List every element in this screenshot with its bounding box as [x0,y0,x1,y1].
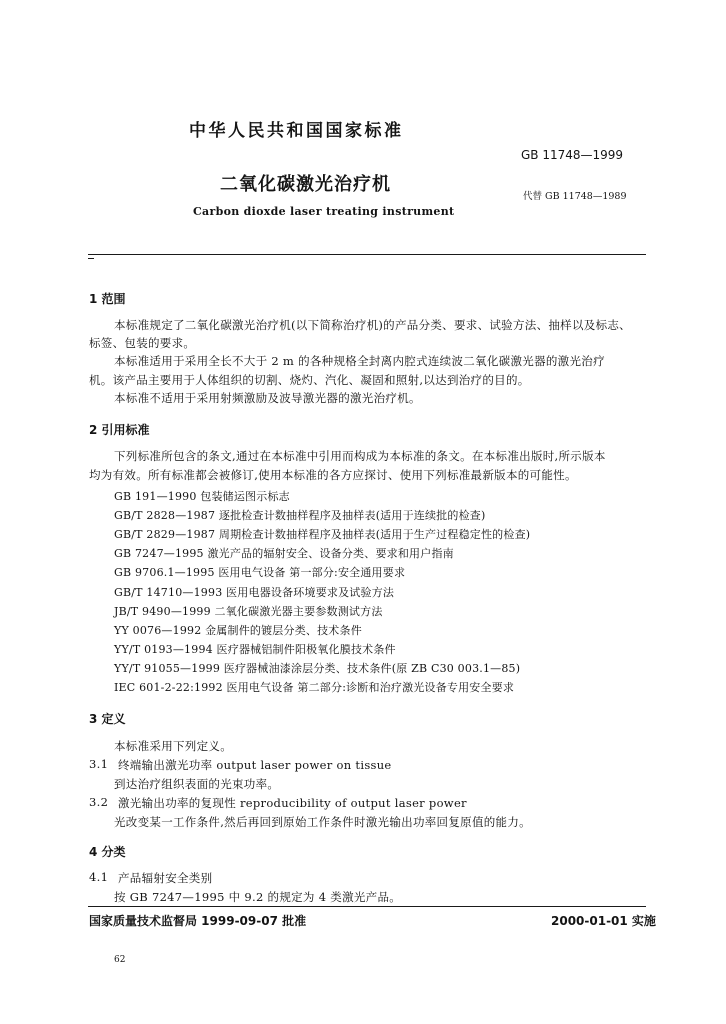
section-1-heading: 1 范围 [89,292,126,306]
document-title-en: Carbon dioxde laser treating instrument [193,205,455,218]
replaces-note: 代替 GB 11748—1989 [523,191,627,202]
reference-item: GB 7247—1995 激光产品的辐射安全、设备分类、要求和用户指南 [114,547,454,560]
definition-term: 终端输出激光功率 output laser power on tissue [118,758,392,772]
reference-item: YY/T 91055—1999 医疗器械油漆涂层分类、技术条件(原 ZB C30 003.1—85) [114,662,521,675]
effective-date: 2000-01-01 实施 [551,914,656,928]
reference-item: YY 0076—1992 金属制件的镀层分类、技术条件 [114,624,362,637]
definition-number: 3.2 [89,795,109,809]
clause-term: 产品辐射安全类别 [118,871,213,885]
footer-rule [88,906,646,907]
reference-item: GB 191—1990 包装储运图示标志 [114,490,290,503]
definition-term: 激光输出功率的复现性 reproducibility of output laser power [118,796,467,810]
reference-item: YY/T 0193—1994 医疗器械铝制件阳极氧化膜技术条件 [114,643,396,656]
reference-item: IEC 601-2-22:1992 医用电气设备 第二部分:诊断和治疗激光设备专用安全要求 [114,681,515,694]
section-3-heading: 3 定义 [89,712,126,726]
standard-number: GB 11748—1999 [521,148,624,162]
clause-text: 按 GB 7247—1995 中 9.2 的规定为 4 类激光产品。 [114,890,402,904]
s3-intro: 本标准采用下列定义。 [114,739,232,753]
definition-text: 到达治疗组织表面的光束功率。 [114,777,280,791]
document-title-cn: 二氧化碳激光治疗机 [220,174,391,195]
s2-para1-line2: 均为有效。所有标准都会被修订,使用本标准的各方应探讨、使用下列标准最新版本的可能性。 [89,468,577,482]
reference-item: JB/T 9490—1999 二氧化碳激光器主要参数测试方法 [114,605,383,618]
header-rule [88,254,646,255]
definition-text: 光改变某一工作条件,然后再回到原始工作条件时激光输出功率回复原值的能力。 [114,815,531,829]
reference-item: GB/T 14710—1993 医用电器设备环境要求及试验方法 [114,586,395,599]
s2-para1-line1: 下列标准所包含的条文,通过在本标准中引用而构成为本标准的条文。在本标准出版时,所示版本 [114,449,606,463]
section-2-heading: 2 引用标准 [89,423,150,437]
page-number: 62 [114,955,126,965]
s1-para1-line1: 本标准规定了二氧化碳激光治疗机(以下简称治疗机)的产品分类、要求、试验方法、抽样以及标志、 [114,318,631,332]
approval-note: 国家质量技术监督局 1999-09-07 批准 [89,914,307,928]
clause-number: 4.1 [89,870,109,884]
reference-item: GB/T 2829—1987 周期检查计数抽样程序及抽样表(适用于生产过程稳定性的检查) [114,528,531,541]
header-rule-tick [88,258,94,259]
s1-para2-line2: 机。该产品主要用于人体组织的切割、烧灼、汽化、凝固和照射,以达到治疗的目的。 [89,373,530,387]
s1-para1-line2: 标签、包装的要求。 [89,336,196,350]
s1-para3: 本标准不适用于采用射频激励及波导激光器的激光治疗机。 [114,391,421,405]
reference-item: GB/T 2828—1987 逐批检查计数抽样程序及抽样表(适用于连续批的检查) [114,509,486,522]
s1-para2-line1: 本标准适用于采用全长不大于 2 m 的各种规格全封离内腔式连续波二氧化碳激光器的激光治疗 [114,354,605,368]
country-standard-heading: 中华人民共和国国家标准 [189,121,404,141]
reference-item: GB 9706.1—1995 医用电气设备 第一部分:安全通用要求 [114,566,406,579]
section-4-heading: 4 分类 [89,845,126,859]
definition-number: 3.1 [89,757,109,771]
